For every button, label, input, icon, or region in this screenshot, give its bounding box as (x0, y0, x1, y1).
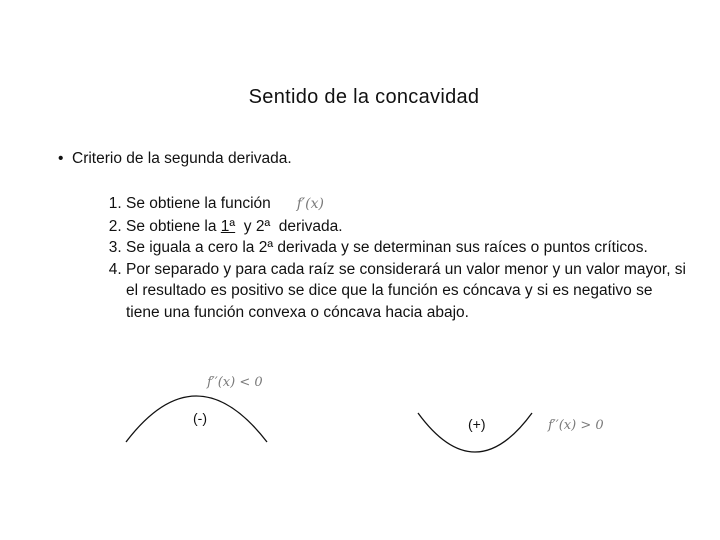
left-sign-label: (-) (193, 410, 207, 426)
left-second-derivative-formula: f′′(x) < 0 (207, 375, 263, 390)
first-derivative-formula: f′(x) (296, 196, 324, 212)
step-2-pre: Se obtiene la (126, 217, 221, 235)
step-2-first: 1ª (220, 217, 236, 235)
step-4-text: Por separado y para cada raíz se considerará un valor menor y un valor mayor, si el resultado es positivo se dice que la función es cóncava y si es negativo se tiene una función convexa o cóncava hacia abajo. (126, 260, 686, 321)
step-2-post: derivada. (270, 217, 343, 235)
page-title: Sentido de la concavidad (248, 86, 480, 108)
right-second-derivative-formula: f′′(x) > 0 (548, 418, 604, 433)
step-3-text: Se iguala a cero la 2ª derivada y se determinan sus raíces o puntos críticos. (126, 239, 648, 256)
right-sign-label: (+) (468, 416, 486, 432)
step-2-second: 2ª (255, 217, 271, 235)
bullet-symbol: • (58, 150, 64, 167)
step-2-mid: y (235, 217, 256, 235)
step-1-text: Se obtiene la función (126, 195, 271, 212)
bullet-text: Criterio de la segunda derivada. (72, 150, 292, 167)
